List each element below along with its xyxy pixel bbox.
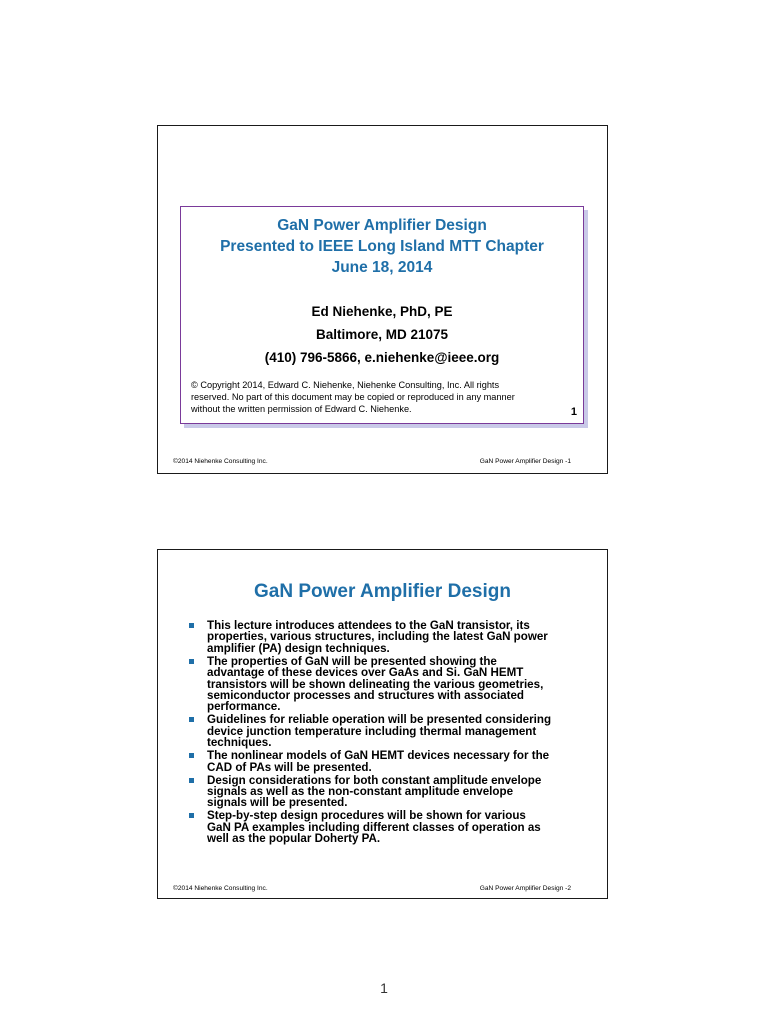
square-bullet-icon	[189, 717, 194, 722]
presentation-subtitle: Presented to IEEE Long Island MTT Chapter	[220, 238, 544, 255]
bullet-line: The nonlinear models of GaN HEMT devices necessary for the	[207, 749, 550, 763]
bullet-line: device junction temperature including thermal management	[207, 724, 537, 738]
square-bullet-icon	[189, 778, 194, 783]
slide-1	[157, 125, 608, 474]
inner-slide-number: 1	[570, 406, 577, 418]
square-bullet-icon	[189, 753, 194, 758]
author-name: Ed Niehenke, PhD, PE	[311, 304, 453, 319]
presentation-date: June 18, 2014	[331, 259, 433, 276]
bullet-line: signals as well as the non-constant amplitude envelope	[207, 785, 514, 799]
presentation-title: GaN Power Amplifier Design	[277, 217, 487, 234]
list-item	[189, 620, 599, 654]
bullet-line: well as the popular Doherty PA.	[207, 832, 381, 846]
list-item	[189, 656, 599, 713]
square-bullet-icon	[189, 813, 194, 818]
footer-copyright: ©2014 Niehenke Consulting Inc.	[173, 885, 268, 892]
bullet-line: The properties of GaN will be presented showing the	[207, 654, 497, 668]
bullet-line: transistors will be shown delineating the various geometries,	[207, 677, 544, 691]
page-number: 1	[380, 980, 388, 996]
slide-2	[157, 549, 608, 899]
slide-title: GaN Power Amplifier Design	[254, 581, 511, 602]
bullet-line: Step-by-step design procedures will be shown for various	[207, 809, 526, 823]
bullet-line: Design considerations for both constant amplitude envelope	[207, 773, 542, 787]
bullet-line: GaN PA examples including different classes of operation as	[207, 820, 541, 834]
square-bullet-icon	[189, 659, 194, 664]
square-bullet-icon	[189, 623, 194, 628]
title-box	[180, 206, 584, 424]
footer-title: GaN Power Amplifier Design -2	[479, 885, 571, 892]
bullet-line: amplifier (PA) design techniques.	[207, 641, 390, 655]
copyright-line: reserved. No part of this document may be copied or reproduced in any manner	[191, 392, 515, 402]
author-contact: (410) 796-5866, e.niehenke@ieee.org	[264, 350, 500, 365]
bullet-line: semiconductor processes and structures with associated	[207, 689, 524, 703]
bullet-line: This lecture introduces attendees to the GaN transistor, its	[207, 619, 530, 632]
footer-copyright: ©2014 Niehenke Consulting Inc.	[173, 458, 268, 465]
bullet-line: signals will be presented.	[207, 796, 348, 810]
bullet-line: CAD of PAs will be presented.	[207, 760, 372, 774]
list-item	[189, 810, 599, 844]
list-item	[189, 714, 599, 748]
bullet-line: advantage of these devices over GaAs and Si. GaN HEMT	[207, 666, 524, 680]
copyright-line: © Copyright 2014, Edward C. Niehenke, Niehenke Consulting, Inc. All rights	[191, 380, 500, 390]
list-item	[189, 750, 599, 773]
list-item	[189, 775, 599, 809]
copyright-notice	[191, 379, 571, 415]
bullet-line: Guidelines for reliable operation will be presented considering	[207, 713, 552, 727]
author-location: Baltimore, MD 21075	[315, 327, 449, 342]
bullet-list	[189, 620, 599, 846]
bullet-line: performance.	[207, 700, 281, 714]
copyright-line: without the written permission of Edward C. Niehenke.	[191, 404, 412, 414]
footer-title: GaN Power Amplifier Design -1	[479, 458, 571, 465]
bullet-line: techniques.	[207, 736, 272, 750]
bullet-line: properties, various structures, including the latest GaN power	[207, 630, 548, 644]
